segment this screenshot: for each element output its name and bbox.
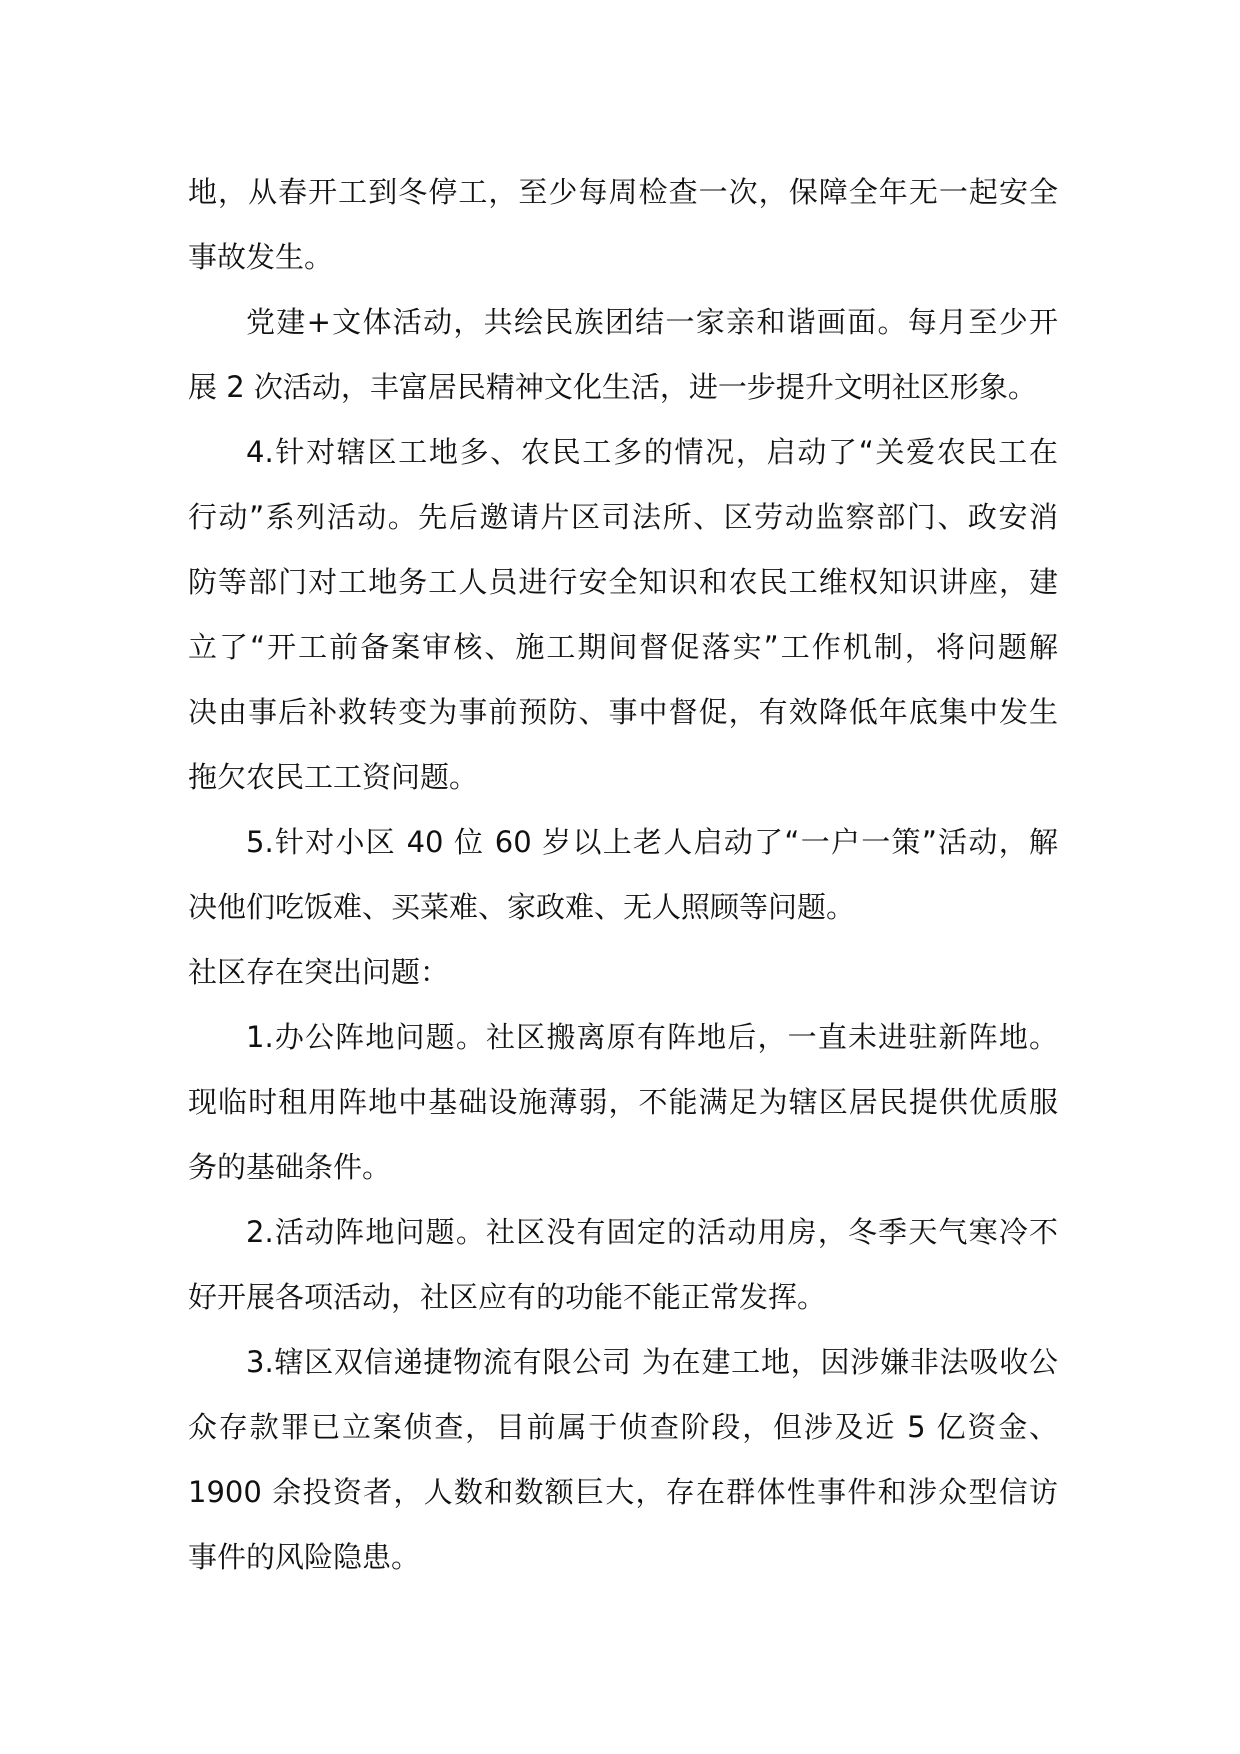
text-line: 2.活动阵地问题。社区没有固定的活动用房，冬季天气寒冷不: [246, 1215, 1058, 1249]
paragraph-elderly-care: [188, 810, 1058, 940]
text-line: 立了“开工前备案审核、施工期间督促落实”工作机制，将问题解: [188, 630, 1058, 664]
text-line: 务的基础条件。: [188, 1150, 392, 1184]
text-line: 3.辖区双信递捷物流有限公司 为在建工地，因涉嫌非法吸收公: [246, 1345, 1058, 1379]
text-line: 地，从春开工到冬停工，至少每周检查一次，保障全年无一起安全: [188, 175, 1058, 209]
text-line: 事件的风险隐患。: [188, 1540, 421, 1574]
text-line: 1900 余投资者，人数和数额巨大，存在群体性事件和涉众型信访: [188, 1475, 1058, 1509]
text-line: 拖欠农民工工资问题。: [188, 760, 479, 794]
text-line: 展 2 次活动，丰富居民精神文化生活，进一步提升文明社区形象。: [188, 370, 1037, 404]
text-line: 众存款罪已立案侦查，目前属于侦查阶段，但涉及近 5 亿资金、: [188, 1410, 1058, 1444]
text-line: 防等部门对工地务工人员进行安全知识和农民工维权知识讲座，建: [188, 565, 1058, 599]
paragraph-office-issue: [188, 1005, 1058, 1200]
text-line: 4.针对辖区工地多、农民工多的情况，启动了“关爱农民工在: [246, 435, 1058, 469]
document-body: [188, 160, 1058, 1590]
text-line: 好开展各项活动，社区应有的功能不能正常发挥。: [188, 1280, 827, 1314]
text-line: 社区存在突出问题：: [188, 955, 450, 989]
text-line: 决他们吃饭难、买菜难、家政难、无人照顾等问题。: [188, 890, 856, 924]
paragraph-safety-inspection: [188, 160, 1058, 290]
text-line: 1.办公阵地问题。社区搬离原有阵地后，一直未进驻新阵地。: [246, 1020, 1058, 1054]
text-line: 决由事后补救转变为事前预防、事中督促，有效降低年底集中发生: [188, 695, 1058, 729]
paragraph-party-culture: [188, 290, 1058, 420]
text-line: 党建+文体活动，共绘民族团结一家亲和谐画面。每月至少开: [246, 305, 1058, 339]
text-line: 事故发生。: [188, 240, 334, 274]
section-heading-issues: [188, 940, 1058, 1005]
text-line: 现临时租用阵地中基础设施薄弱，不能满足为辖区居民提供优质服: [188, 1085, 1058, 1119]
paragraph-activity-space-issue: [188, 1200, 1058, 1330]
text-line: 5.针对小区 40 位 60 岁以上老人启动了“一户一策”活动，解: [246, 825, 1058, 859]
text-line: 行动”系列活动。先后邀请片区司法所、区劳动监察部门、政安消: [188, 500, 1058, 534]
paragraph-logistics-company-issue: [188, 1330, 1058, 1590]
paragraph-migrant-workers: [188, 420, 1058, 810]
